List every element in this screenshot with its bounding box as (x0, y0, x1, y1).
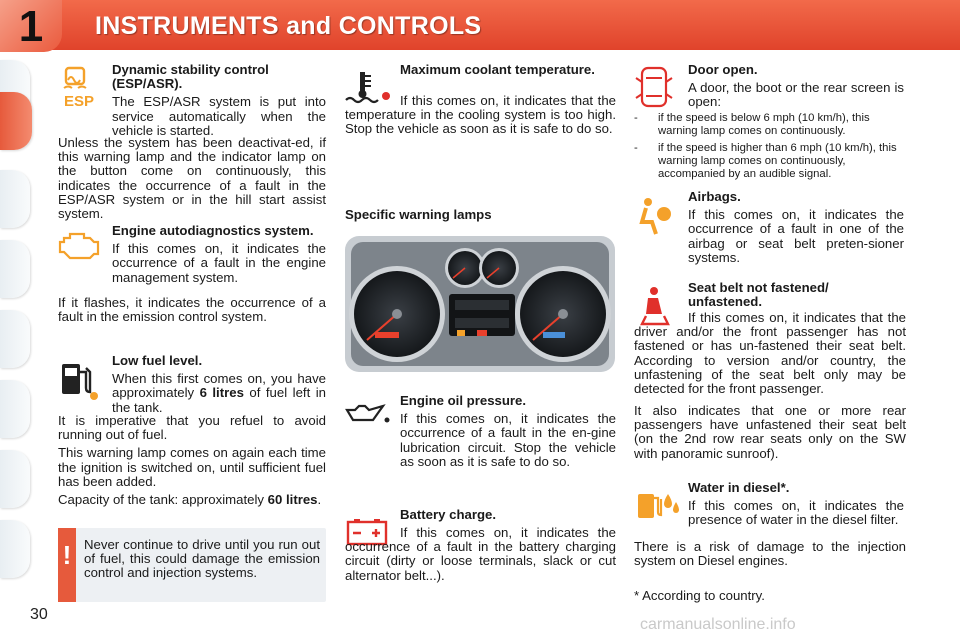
belt-title: Seat belt not fastened/ unfastened. (688, 280, 829, 310)
side-tab-active[interactable] (0, 92, 32, 150)
svg-text:ESP: ESP (64, 93, 95, 108)
chapter-number: 1 (18, 2, 44, 51)
airbag-text: If this comes on, it indicates the occurrence of a fault in one of the airbag or seat belt preten-sioner systems. (688, 207, 904, 265)
fuel-block (112, 354, 326, 419)
side-tab[interactable] (0, 240, 30, 298)
door-block (688, 63, 904, 114)
door-bullet-2: - if the speed is higher than 6 mph (10 km/h), this warning lamp comes on continuously, accompanied by an audible signal. (634, 142, 897, 180)
water-title: Water in diesel*. (688, 480, 790, 495)
side-chapter-tabs (0, 60, 30, 580)
water-block (688, 481, 904, 532)
belt-block (688, 281, 904, 313)
esp-icon (60, 66, 100, 108)
fuel-pump-icon (58, 360, 100, 402)
side-tab[interactable] (0, 520, 30, 578)
esp-text-1: The ESP/ASR system is put into service automatically when the vehicle is started. (112, 94, 326, 138)
fuel-text-1: When this first comes on, you have approximately 6 litres of fuel left in the tank. (112, 371, 326, 415)
oil-text: If this comes on, it indicates the occurrence of a fault in the en-gine lubrication circuit. Stop the vehicle as soon as it is safe to do so. (400, 411, 616, 469)
water-text-2: There is a risk of damage to the injection system on Diesel engines. (634, 539, 906, 569)
fuel-title: Low fuel level. (112, 353, 203, 368)
door-bullet-1: - if the speed is below 6 mph (10 km/h), this warning lamp comes on continuously. (634, 112, 870, 137)
engine-text-2: If it flashes, it indicates the occurrence of a fault in the emission control system. (58, 295, 326, 325)
oil-block (400, 394, 616, 473)
door-bullets (634, 112, 906, 181)
coolant-block (400, 63, 616, 81)
watermark: carmanualsonline.info (640, 616, 796, 633)
water-in-diesel-icon (636, 488, 680, 520)
fuel-text-rest (58, 414, 326, 511)
battery-title: Battery charge. (400, 507, 497, 522)
engine-icon (58, 230, 104, 260)
airbag-title: Airbags. (688, 189, 741, 204)
airbag-block (688, 190, 904, 269)
esp-title: Dynamic stability control (ESP/ASR). (112, 62, 269, 92)
oil-title: Engine oil pressure. (400, 393, 527, 408)
airbag-icon (636, 196, 676, 236)
fuel-text-2: It is imperative that you refuel to avoid running out of fuel. (58, 413, 326, 443)
fuel-text-3: This warning lamp comes on again each time the ignition is switched on, until sufficient fuel has been added. (58, 445, 326, 489)
warning-text: Never continue to drive until you run out of fuel, this could damage the emission control and injection systems. (84, 537, 320, 581)
engine-block (112, 224, 326, 289)
esp-heading-block (112, 63, 326, 142)
water-text: If this comes on, it indicates the presence of water in the diesel filter. (688, 498, 904, 528)
esp-text-2: Unless the system has been deactivat-ed, if this warning lamp and the indicator lamp on the button come on continuously, this indicates the occurrence of a fault in the ESP/ASR system or in the hill start assist system. (58, 135, 326, 222)
oil-pressure-icon (345, 402, 391, 428)
side-tab[interactable] (0, 170, 30, 228)
battery-block (400, 508, 616, 526)
footnote: * According to country. (634, 588, 765, 603)
page-title: INSTRUMENTS and CONTROLS (95, 12, 482, 40)
warning-exclamation-icon: ! (62, 540, 72, 570)
side-tab[interactable] (0, 380, 30, 438)
belt-text-2: It also indicates that one or more rear passengers have unfastened their seat belt (on the 2nd row rear seats only on the SW with panoramic sunroof). (634, 403, 906, 461)
page-number: 30 (30, 606, 48, 623)
side-tab[interactable] (0, 310, 30, 368)
battery-text: If this comes on, it indicates the occurrence of a fault in the battery charging circuit (dirty or loose terminals, slack or cut alternator belt...). (345, 525, 616, 583)
door-title: Door open. (688, 62, 758, 77)
coolant-title: Maximum coolant temperature. (400, 62, 595, 77)
side-tab[interactable] (0, 450, 30, 508)
engine-text-1: If this comes on, it indicates the occurrence of a fault in the engine management system. (112, 241, 326, 285)
specific-warning-heading: Specific warning lamps (345, 207, 492, 222)
coolant-text: If this comes on, it indicates that the temperature in the cooling system is too high. Stop the vehicle as soon as it is safe to do so. (345, 93, 616, 137)
fuel-text-4: Capacity of the tank: approximately 60 litres. (58, 492, 322, 508)
instrument-cluster-illustration (345, 236, 615, 372)
engine-title: Engine autodiagnostics system. (112, 223, 314, 238)
door-text: A door, the boot or the rear screen is open: (688, 80, 904, 110)
door-open-icon (634, 66, 674, 108)
belt-text-1: If this comes on, it indicates that the driver and/or the front passenger has not fastened or has un-fastened their seat belt. According to version and/or country, the unfastening of the seat belt only may be detected for the front passenger. (634, 310, 906, 397)
